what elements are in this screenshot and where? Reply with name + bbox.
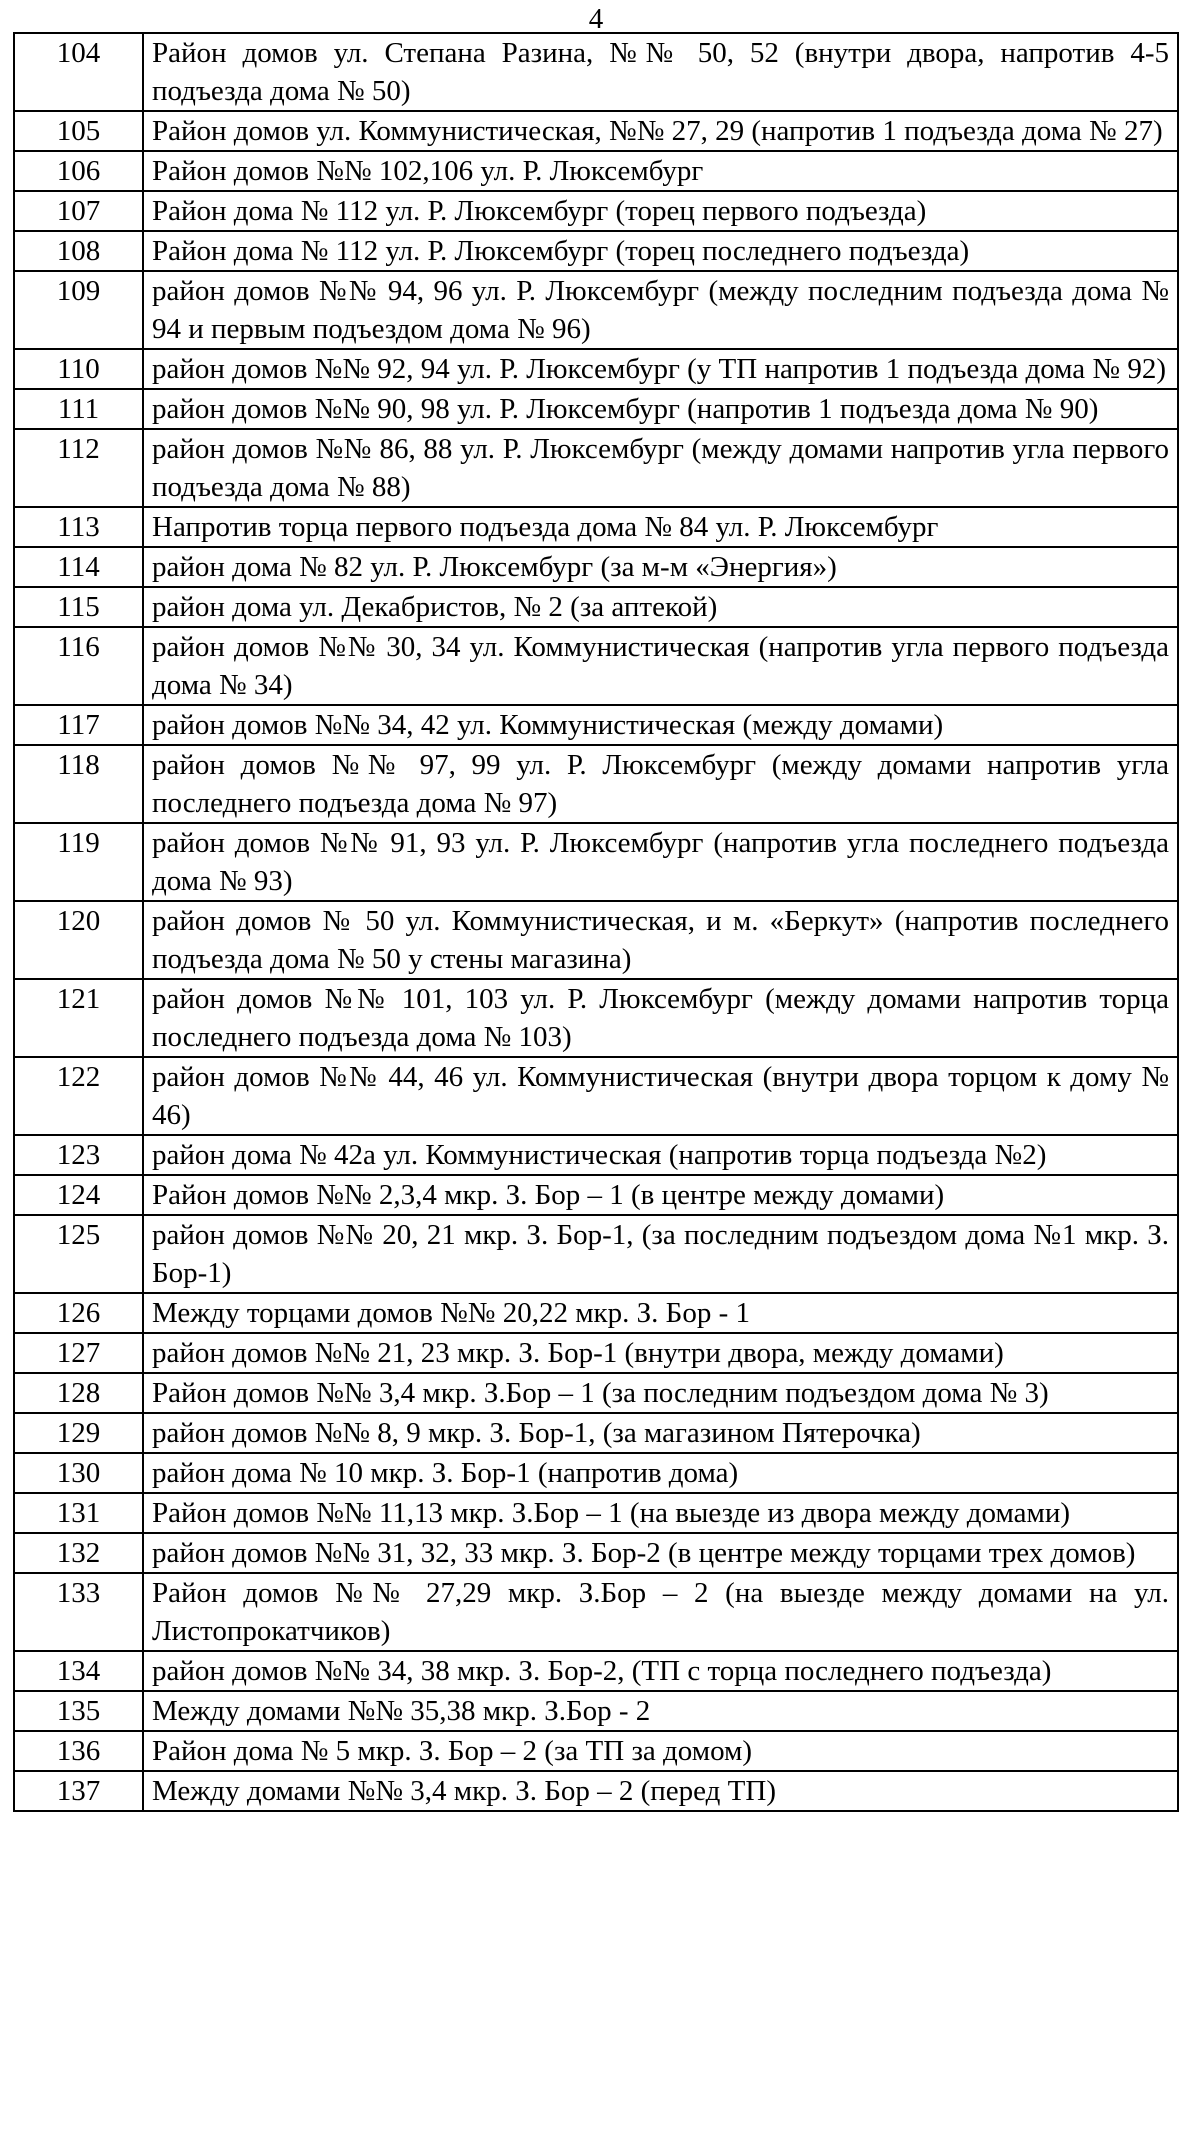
table-row bbox=[14, 627, 1178, 705]
row-number: 132 bbox=[14, 1533, 143, 1573]
location-description: район дома № 82 ул. Р. Люксембург (за м-м «Энергия») bbox=[143, 547, 1178, 587]
row-number: 108 bbox=[14, 231, 143, 271]
page-number: 4 bbox=[588, 3, 604, 35]
table-row bbox=[14, 1135, 1178, 1175]
row-number: 105 bbox=[14, 111, 143, 151]
row-number: 109 bbox=[14, 271, 143, 349]
location-description: Район домов №№ 2,3,4 мкр. З. Бор – 1 (в центре между домами) bbox=[143, 1175, 1178, 1215]
location-description: Район дома № 112 ул. Р. Люксембург (торец первого подъезда) bbox=[143, 191, 1178, 231]
row-number: 137 bbox=[14, 1771, 143, 1811]
row-number: 123 bbox=[14, 1135, 143, 1175]
location-description: Район домов №№ 3,4 мкр. З.Бор – 1 (за последним подъездом дома № 3) bbox=[143, 1373, 1178, 1413]
location-description: район домов №№ 44, 46 ул. Коммунистическая (внутри двора торцом к дому № 46) bbox=[143, 1057, 1178, 1135]
location-description: Между домами №№ 3,4 мкр. З. Бор – 2 (перед ТП) bbox=[143, 1771, 1178, 1811]
table-row bbox=[14, 1533, 1178, 1573]
table-row bbox=[14, 151, 1178, 191]
table-row bbox=[14, 1691, 1178, 1731]
table-row bbox=[14, 231, 1178, 271]
location-description: район домов №№ 86, 88 ул. Р. Люксембург (между домами напротив угла первого подъезда дома № 88) bbox=[143, 429, 1178, 507]
row-number: 114 bbox=[14, 547, 143, 587]
location-description: район домов №№ 101, 103 ул. Р. Люксембург (между домами напротив торца последнего подъезда дома № 103) bbox=[143, 979, 1178, 1057]
table-row bbox=[14, 1293, 1178, 1333]
location-description: Район дома № 112 ул. Р. Люксембург (торец последнего подъезда) bbox=[143, 231, 1178, 271]
location-description: Напротив торца первого подъезда дома № 84 ул. Р. Люксембург bbox=[143, 507, 1178, 547]
row-number: 106 bbox=[14, 151, 143, 191]
table-row bbox=[14, 705, 1178, 745]
table-row bbox=[14, 1175, 1178, 1215]
row-number: 118 bbox=[14, 745, 143, 823]
location-description: Район домов №№ 11,13 мкр. З.Бор – 1 (на выезде из двора между домами) bbox=[143, 1493, 1178, 1533]
table-row bbox=[14, 1373, 1178, 1413]
location-description: район дома № 10 мкр. З. Бор-1 (напротив дома) bbox=[143, 1453, 1178, 1493]
row-number: 119 bbox=[14, 823, 143, 901]
table-row bbox=[14, 507, 1178, 547]
location-description: Район домов №№ 27,29 мкр. З.Бор – 2 (на выезде между домами на ул. Листопрокатчиков) bbox=[143, 1573, 1178, 1651]
location-description: район домов №№ 30, 34 ул. Коммунистическая (напротив угла первого подъезда дома № 34) bbox=[143, 627, 1178, 705]
row-number: 107 bbox=[14, 191, 143, 231]
table-row bbox=[14, 349, 1178, 389]
table-row bbox=[14, 1215, 1178, 1293]
table-row bbox=[14, 823, 1178, 901]
table-row bbox=[14, 33, 1178, 111]
row-number: 113 bbox=[14, 507, 143, 547]
table-row bbox=[14, 1573, 1178, 1651]
row-number: 129 bbox=[14, 1413, 143, 1453]
location-description: Район домов ул. Степана Разина, №№ 50, 52 (внутри двора, напротив 4-5 подъезда дома № 50) bbox=[143, 33, 1178, 111]
locations-table bbox=[13, 32, 1179, 1812]
row-number: 133 bbox=[14, 1573, 143, 1651]
row-number: 125 bbox=[14, 1215, 143, 1293]
table-row bbox=[14, 745, 1178, 823]
row-number: 126 bbox=[14, 1293, 143, 1333]
row-number: 111 bbox=[14, 389, 143, 429]
table-row bbox=[14, 979, 1178, 1057]
row-number: 120 bbox=[14, 901, 143, 979]
row-number: 117 bbox=[14, 705, 143, 745]
table-row bbox=[14, 1453, 1178, 1493]
table-row bbox=[14, 1333, 1178, 1373]
location-description: Между домами №№ 35,38 мкр. З.Бор - 2 bbox=[143, 1691, 1178, 1731]
location-description: район домов №№ 31, 32, 33 мкр. З. Бор-2 (в центре между торцами трех домов) bbox=[143, 1533, 1178, 1573]
table-row bbox=[14, 1493, 1178, 1533]
location-description: район домов №№ 90, 98 ул. Р. Люксембург (напротив 1 подъезда дома № 90) bbox=[143, 389, 1178, 429]
location-description: Между торцами домов №№ 20,22 мкр. З. Бор - 1 bbox=[143, 1293, 1178, 1333]
location-description: Район дома № 5 мкр. З. Бор – 2 (за ТП за домом) bbox=[143, 1731, 1178, 1771]
table-row bbox=[14, 1413, 1178, 1453]
location-description: район домов №№ 94, 96 ул. Р. Люксембург (между последним подъезда дома № 94 и первым подъездом дома № 96) bbox=[143, 271, 1178, 349]
row-number: 130 bbox=[14, 1453, 143, 1493]
location-description: район домов №№ 8, 9 мкр. З. Бор-1, (за магазином Пятерочка) bbox=[143, 1413, 1178, 1453]
location-description: район домов №№ 92, 94 ул. Р. Люксембург (у ТП напротив 1 подъезда дома № 92) bbox=[143, 349, 1178, 389]
location-description: район дома ул. Декабристов, № 2 (за аптекой) bbox=[143, 587, 1178, 627]
location-description: Район домов ул. Коммунистическая, №№ 27, 29 (напротив 1 подъезда дома № 27) bbox=[143, 111, 1178, 151]
row-number: 122 bbox=[14, 1057, 143, 1135]
location-description: район домов №№ 97, 99 ул. Р. Люксембург (между домами напротив угла последнего подъезда дома № 97) bbox=[143, 745, 1178, 823]
locations-table-body bbox=[14, 33, 1178, 1811]
row-number: 134 bbox=[14, 1651, 143, 1691]
row-number: 121 bbox=[14, 979, 143, 1057]
location-description: район домов № 50 ул. Коммунистическая, и м. «Беркут» (напротив последнего подъезда дома № 50 у стены магазина) bbox=[143, 901, 1178, 979]
table-row bbox=[14, 1057, 1178, 1135]
row-number: 110 bbox=[14, 349, 143, 389]
row-number: 124 bbox=[14, 1175, 143, 1215]
table-row bbox=[14, 271, 1178, 349]
table-row bbox=[14, 191, 1178, 231]
location-description: район домов №№ 34, 38 мкр. З. Бор-2, (ТП с торца последнего подъезда) bbox=[143, 1651, 1178, 1691]
row-number: 128 bbox=[14, 1373, 143, 1413]
table-row bbox=[14, 429, 1178, 507]
table-row bbox=[14, 389, 1178, 429]
table-row bbox=[14, 111, 1178, 151]
row-number: 104 bbox=[14, 33, 143, 111]
location-description: район домов №№ 34, 42 ул. Коммунистическая (между домами) bbox=[143, 705, 1178, 745]
row-number: 136 bbox=[14, 1731, 143, 1771]
table-row bbox=[14, 901, 1178, 979]
location-description: район домов №№ 20, 21 мкр. З. Бор-1, (за последним подъездом дома №1 мкр. З. Бор-1) bbox=[143, 1215, 1178, 1293]
table-row bbox=[14, 1731, 1178, 1771]
location-description: район домов №№ 91, 93 ул. Р. Люксембург (напротив угла последнего подъезда дома № 93) bbox=[143, 823, 1178, 901]
row-number: 127 bbox=[14, 1333, 143, 1373]
row-number: 131 bbox=[14, 1493, 143, 1533]
location-description: район домов №№ 21, 23 мкр. З. Бор-1 (внутри двора, между домами) bbox=[143, 1333, 1178, 1373]
table-row bbox=[14, 587, 1178, 627]
row-number: 112 bbox=[14, 429, 143, 507]
row-number: 115 bbox=[14, 587, 143, 627]
row-number: 135 bbox=[14, 1691, 143, 1731]
table-row bbox=[14, 547, 1178, 587]
table-row bbox=[14, 1771, 1178, 1811]
table-row bbox=[14, 1651, 1178, 1691]
row-number: 116 bbox=[14, 627, 143, 705]
location-description: Район домов №№ 102,106 ул. Р. Люксембург bbox=[143, 151, 1178, 191]
location-description: район дома № 42а ул. Коммунистическая (напротив торца подъезда №2) bbox=[143, 1135, 1178, 1175]
